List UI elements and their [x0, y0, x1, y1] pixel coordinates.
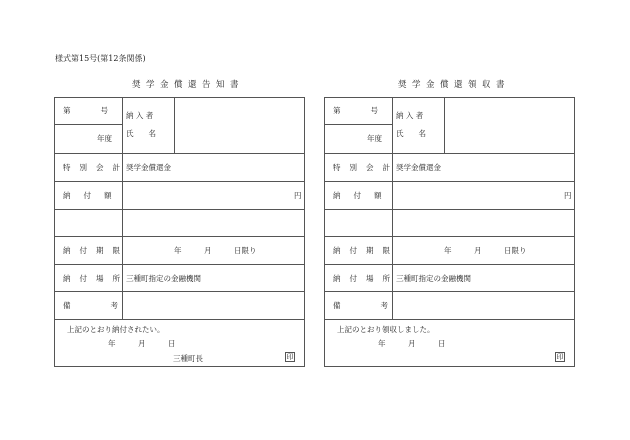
row-divider: [325, 319, 574, 320]
deadline-value: 年 月 日限り: [174, 246, 257, 255]
payment-place-value: 三種町指定の金融機関: [396, 274, 471, 283]
row-divider: [55, 153, 304, 154]
row-divider: [325, 209, 574, 210]
payer-label: 納 入 者: [396, 111, 424, 120]
payment-place-label: 納付場所: [333, 274, 399, 283]
row-divider: [55, 264, 304, 265]
special-account-value: 奨学金償還金: [126, 163, 171, 172]
row-divider: [325, 236, 574, 237]
special-account-value: 奨学金償還金: [396, 163, 441, 172]
amount-label: 納付額: [333, 191, 395, 200]
deadline-value: 年 月 日限り: [444, 246, 527, 255]
payment-place-value: 三種町指定の金融機関: [126, 274, 201, 283]
row-divider: [55, 124, 122, 125]
remarks-label: 備考: [63, 301, 158, 310]
number-label: 第 号: [333, 106, 378, 115]
receipt-date: 年 月 日: [378, 339, 446, 348]
notice-message: 上記のとおり納付されたい。: [67, 325, 165, 334]
column-divider: [392, 98, 393, 319]
seal-stamp: 印: [286, 353, 294, 361]
column-divider: [174, 98, 175, 153]
row-divider: [55, 236, 304, 237]
deadline-label: 納付期限: [63, 246, 129, 255]
issuer: 三種町長: [173, 354, 203, 363]
notice-title: 奨学金償還告知書: [132, 80, 245, 90]
row-divider: [55, 319, 304, 320]
fiscal-year-label: 年度: [97, 134, 112, 143]
row-divider: [325, 291, 574, 292]
receipt-message: 上記のとおり領収しました。: [337, 325, 435, 334]
payer-name-field[interactable]: [497, 108, 572, 148]
form-number: 様式第15号(第12条関係): [55, 54, 146, 63]
row-divider: [55, 181, 304, 182]
special-account-label: 特別会計: [333, 163, 399, 172]
deadline-label: 納付期限: [333, 246, 399, 255]
seal-stamp: 印: [556, 353, 564, 361]
amount-label: 納付額: [63, 191, 125, 200]
repayment-notice-form: [54, 97, 305, 367]
payment-place-label: 納付場所: [63, 274, 129, 283]
number-label: 第 号: [63, 106, 108, 115]
row-divider: [55, 209, 304, 210]
yen-unit: 円: [564, 191, 572, 200]
receipt-title: 奨学金償還領収書: [398, 80, 511, 90]
column-divider: [122, 98, 123, 319]
remarks-label: 備考: [333, 301, 428, 310]
row-divider: [325, 264, 574, 265]
row-divider: [325, 181, 574, 182]
yen-unit: 円: [294, 191, 302, 200]
payer-name-field[interactable]: [227, 108, 302, 148]
column-divider: [444, 98, 445, 153]
name-label: 氏 名: [126, 129, 156, 138]
row-divider: [325, 124, 392, 125]
notice-date: 年 月 日: [108, 339, 176, 348]
special-account-label: 特別会計: [63, 163, 129, 172]
payer-label: 納 入 者: [126, 111, 154, 120]
name-label: 氏 名: [396, 129, 426, 138]
fiscal-year-label: 年度: [367, 134, 382, 143]
row-divider: [55, 291, 304, 292]
row-divider: [325, 153, 574, 154]
repayment-receipt-form: [324, 97, 575, 367]
